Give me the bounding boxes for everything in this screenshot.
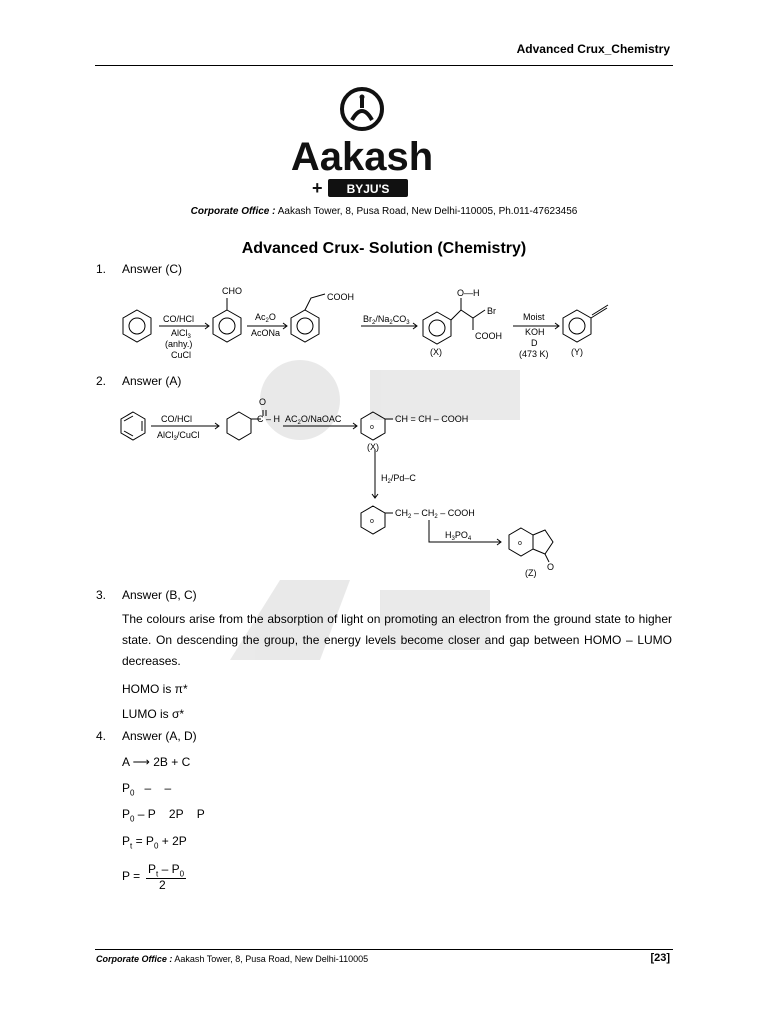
q3-answer: Answer (B, C)	[122, 588, 197, 602]
q1-reagent-3: Br	[363, 314, 372, 324]
q1-cooh: COOH	[327, 292, 354, 302]
q2-ring-label: o	[370, 424, 374, 431]
q2-chain: CH = CH – COOH	[395, 414, 469, 424]
q2-z-o: O	[547, 562, 555, 572]
q1-reagent-4b: KOH	[525, 327, 545, 337]
q1-reagent-2a: Ac	[255, 312, 266, 322]
svg-text:Br2/Na2CO3: $Br_2/Na_2CO_3$	[363, 314, 410, 326]
header-rule	[95, 65, 673, 66]
svg-text:H2/Pd–C: $H_2/Pd-C$	[381, 473, 416, 485]
svg-text:o: o	[370, 518, 374, 525]
q1-reagent-1d: CuCl	[171, 350, 192, 360]
svg-text:+: +	[312, 178, 323, 198]
q4-pressure-change: $P_0$ – P 2P P	[122, 807, 205, 824]
q2-x-label: (X)	[367, 442, 379, 452]
q1-number: 1.	[96, 262, 107, 276]
q1-reagent-1b: AlCl	[171, 328, 188, 338]
footer-label: Corporate Office :	[96, 954, 173, 964]
q4-answer: Answer (A, D)	[122, 729, 197, 743]
q2-reagent-2b: O/NaOAC	[300, 414, 342, 424]
q2-chain2-c: – COOH	[437, 508, 475, 518]
q4-number: 4.	[96, 729, 107, 743]
q2-reagent-1c: /CuCl	[176, 430, 200, 440]
q1-answer: Answer (C)	[122, 262, 183, 276]
q2-z-label: (Z)	[525, 568, 537, 578]
q1-cooh-2: COOH	[475, 331, 502, 341]
q1-reagent-1c: (anhy.)	[165, 339, 193, 349]
q3-lumo: LUMO is σ*	[122, 707, 185, 721]
q1-y-label: (Y)	[571, 347, 583, 357]
svg-text:AlCl3: AlCl$_3$	[171, 328, 191, 340]
aakash-byjus-logo	[286, 86, 438, 202]
q1-cho: CHO	[222, 286, 242, 296]
corporate-address: Aakash Tower, 8, Pusa Road, New Delhi-110005, Ph.011-47623456	[275, 206, 578, 217]
logo-partner-text: BYJU'S	[346, 182, 390, 196]
q1-reagent-2b: AcONa	[251, 328, 281, 338]
q1-reagent-4d: (473 K)	[519, 349, 549, 359]
q1-reaction-scheme	[115, 280, 675, 370]
q4-total-pressure: $P_t = P_0 + 2P$	[122, 834, 187, 851]
q3-explanation: The colours arise from the absorption of light on promoting an electron from the ground state to higher state. On descending the group, the energy levels become closer and gap between HOMO – LUMO decreases.	[122, 612, 672, 668]
q1-x-label: (X)	[430, 347, 442, 357]
q2-carbonyl-o: O	[259, 397, 267, 407]
q1-br: Br	[487, 306, 496, 316]
corporate-label: Corporate Office :	[190, 206, 276, 217]
q1-reagent-4c: D	[531, 338, 538, 348]
q2-reagent-2: AC	[285, 414, 298, 424]
q2-h3po4: H	[445, 530, 452, 540]
q4-initial-pressure: $P_0$ – –	[122, 781, 172, 798]
q2-h2: H	[381, 473, 388, 483]
running-header: Advanced Crux_Chemistry	[516, 42, 670, 56]
q1-reagent-1a: CO/HCl	[163, 314, 194, 324]
svg-text:o: o	[518, 540, 522, 547]
q2-reagent-1b: AlCl	[157, 430, 174, 440]
footer-address: Aakash Tower, 8, Pusa Road, New Delhi-110005	[172, 954, 369, 964]
svg-text:AlCl3/CuCl: AlCl$_3$/CuCl	[157, 430, 200, 442]
q3-homo: HOMO is π*	[122, 682, 188, 696]
corporate-office-line	[0, 206, 768, 217]
q2-h2-catalyst: /Pd–C	[390, 473, 416, 483]
q1-reagent-4a: Moist	[523, 312, 545, 322]
page-title: Advanced Crux- Solution (Chemistry)	[241, 240, 527, 257]
svg-text:H3PO4: $H_3PO_4$	[445, 530, 472, 542]
svg-text:CH2 – CH2 – COOH: $CH_2 - CH_2$ – COOH	[395, 508, 475, 520]
q3-number: 3.	[96, 588, 107, 602]
footer-rule	[95, 949, 673, 950]
svg-text:Ac2O: $Ac_2O$	[255, 312, 276, 324]
q1-oh: O—H	[457, 288, 480, 298]
q2-answer: Answer (A)	[122, 374, 182, 388]
page-number: [23]	[650, 952, 670, 964]
q2-h3po4-b: PO	[454, 530, 468, 540]
q2-ch: C – H	[257, 414, 281, 424]
q2-number: 2.	[96, 374, 107, 388]
q2-reagent-1a: CO/HCl	[161, 414, 192, 424]
q2-reaction-scheme	[115, 390, 585, 590]
q4-equation: A ⟶ 2B + C	[122, 755, 191, 769]
logo-brand-text: Aakash	[290, 135, 434, 179]
svg-text:AC2O/NaOAC: $AC_2O$/NaOAC	[285, 414, 342, 426]
q2-chain2-b: – CH	[411, 508, 435, 518]
footer-corporate	[96, 954, 368, 964]
q2-chain2-a: CH	[395, 508, 408, 518]
